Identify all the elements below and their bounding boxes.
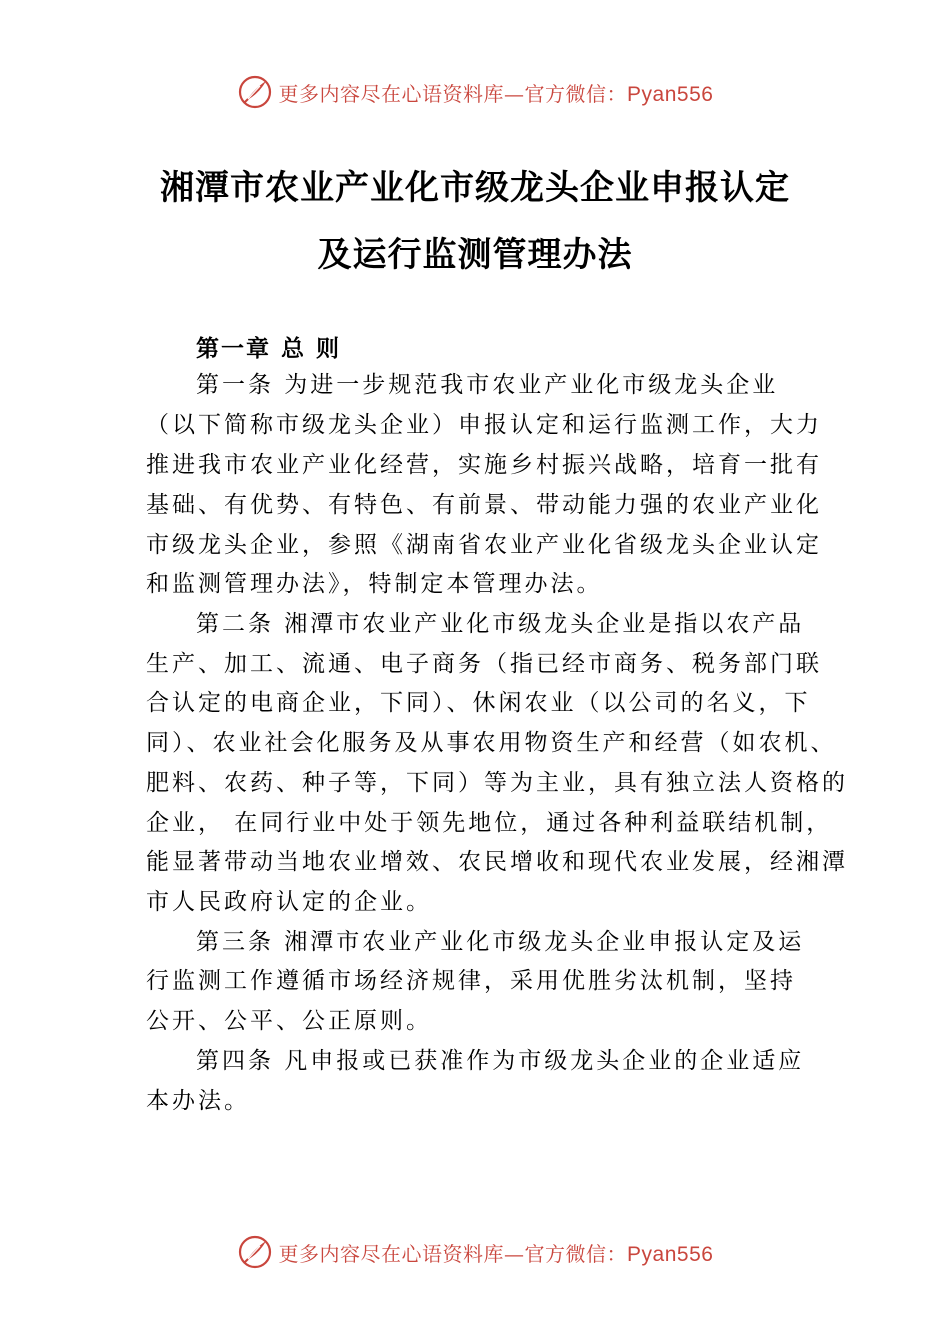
body-line: 企业， 在同行业中处于领先地位，通过各种利益联结机制， [146, 810, 833, 836]
quill-logo-icon [237, 1234, 273, 1270]
banner-slogan: 更多内容尽在心语资料库 [278, 81, 505, 106]
body-line: 第三条 湘潭市农业产业化市级龙头企业申报认定及运 [196, 929, 805, 955]
banner-wechat-label: 官方微信： [524, 81, 628, 106]
banner-slogan: 更多内容尽在心语资料库 [278, 1241, 505, 1266]
body-line: 推进我市农业产业化经营，实施乡村振兴战略，培育一批有 [146, 452, 822, 478]
body-line: 本办法。 [146, 1088, 250, 1114]
banner-text [279, 1238, 714, 1267]
document-title-line-2: 及运行监测管理办法 [317, 235, 633, 275]
body-line: 同）、农业社会化服务及从事农用物资生产和经营（如农机、 [146, 730, 837, 756]
body-line: （以下简称市级龙头企业）申报认定和运行监测工作，大力 [146, 412, 822, 438]
banner-separator: — [504, 81, 525, 106]
banner-wechat-label: 官方微信： [524, 1241, 628, 1266]
chapter-heading: 第一章 总 则 [196, 336, 342, 362]
footer-banner [0, 1232, 950, 1272]
document-title-line-1: 湘潭市农业产业化市级龙头企业申报认定 [160, 168, 790, 208]
body-line: 和监测管理办法》，特制定本管理办法。 [146, 571, 603, 597]
banner-text [279, 78, 714, 107]
header-banner [0, 72, 950, 112]
body-line: 肥料、农药、种子等，下同）等为主业，具有独立法人资格的 [146, 770, 848, 796]
banner-wechat-id: Pyan556 [627, 82, 714, 106]
body-line: 市人民政府认定的企业。 [146, 889, 432, 915]
body-line: 市级龙头企业，参照《湖南省农业产业化省级龙头企业认定 [146, 532, 822, 558]
body-line: 第一条 为进一步规范我市农业产业化市级龙头企业 [196, 372, 779, 398]
body-line: 生产、加工、流通、电子商务（指已经市商务、税务部门联 [146, 651, 822, 677]
banner-separator: — [504, 1241, 525, 1266]
body-line: 能显著带动当地农业增效、农民增收和现代农业发展，经湘潭 [146, 849, 848, 875]
quill-logo-icon [237, 74, 273, 110]
body-line: 基础、有优势、有特色、有前景、带动能力强的农业产业化 [146, 492, 822, 518]
banner-wechat-id: Pyan556 [627, 1242, 714, 1266]
body-line: 行监测工作遵循市场经济规律，采用优胜劣汰机制，坚持 [146, 968, 796, 994]
body-line: 第二条 湘潭市农业产业化市级龙头企业是指以农产品 [196, 611, 805, 637]
body-line: 合认定的电商企业，下同）、休闲农业（以公司的名义，下 [146, 690, 811, 716]
body-line: 第四条 凡申报或已获准作为市级龙头企业的企业适应 [196, 1048, 805, 1074]
body-line: 公开、公平、公正原则。 [146, 1008, 432, 1034]
